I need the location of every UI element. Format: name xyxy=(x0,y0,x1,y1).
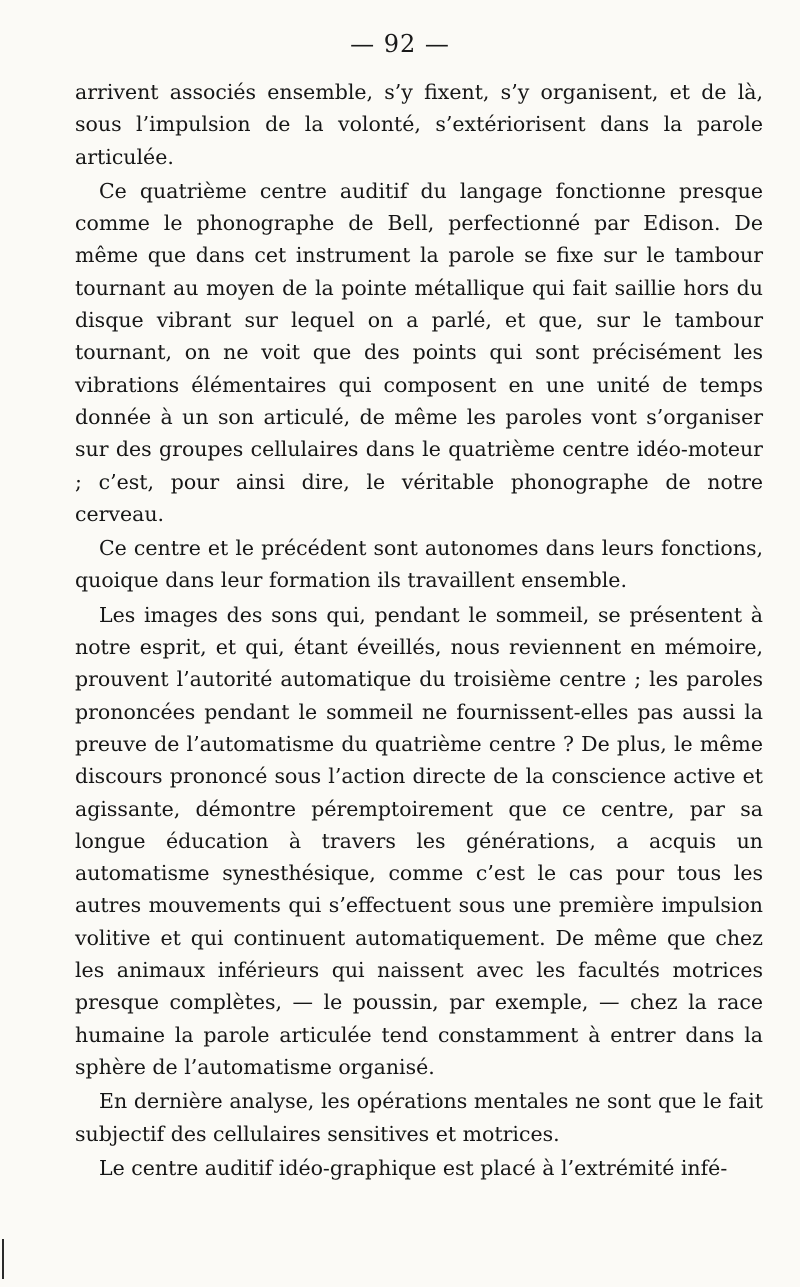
paragraph-ideographic-center: Le centre auditif idéo-graphique est placé à l’extrémité infé- xyxy=(99,1155,728,1180)
paragraph-autonomy: Ce centre et le précédent sont autonomes dans leurs fonctions, quoique dans leur formation ils travaillent ensemble. xyxy=(75,536,763,593)
body-text xyxy=(75,76,763,1184)
paragraph-automatism: Les images des sons qui, pendant le sommeil, se présentent à notre esprit, et qui, étant éveillés, nous reviennent en mémoire, prouvent l’autorité automatique du troisième centre ; les paroles prononcées pendant le sommeil ne fournissent-elles pas aussi la preuve de l’automatisme du quatrième centre ? De plus, le même discours prononcé sous l’action directe de la conscience active et agissante, démontre péremptoirement que ce centre, par sa longue éducation à travers les générations, a acquis un automatisme synesthésique, comme c’est le cas pour tous les autres mouvements qui s’effectuent sous une première impulsion volitive et qui continuent automatiquement. De même que chez les animaux inférieurs qui naissent avec les facultés motrices presque complètes, — le poussin, par exemple, — chez la race humaine la parole articulée tend constamment à entrer dans la sphère de l’automatisme organisé. xyxy=(75,602,763,1079)
page-edge-mark xyxy=(2,1239,4,1279)
paragraph-analysis: En dernière analyse, les opérations mentales ne sont que le fait subjectif des cellulaires sensitives et motrices. xyxy=(75,1089,763,1146)
paragraph-continuation: arrivent associés ensemble, s’y fixent, s’y organisent, et de là, sous l’impulsion de la volonté, s’extériorisent dans la parole articulée. xyxy=(75,80,763,169)
paragraph-phonograph: Ce quatrième centre auditif du langage fonctionne presque comme le phonographe de Bell, perfectionné par Edison. De même que dans cet instrument la parole se fixe sur le tambour tournant au moyen de la pointe métallique qui fait saillie hors du disque vibrant sur lequel on a parlé, et que, sur le tambour tournant, on ne voit que des points qui sont précisément les vibrations élémentaires qui composent en une unité de temps donnée à un son articulé, de même les paroles vont s’organiser sur des groupes cellulaires dans le quatrième centre idéo-moteur ; c’est, pour ainsi dire, le véritable phonographe de notre cerveau. xyxy=(75,178,763,526)
page-number: — 92 — xyxy=(350,30,450,58)
